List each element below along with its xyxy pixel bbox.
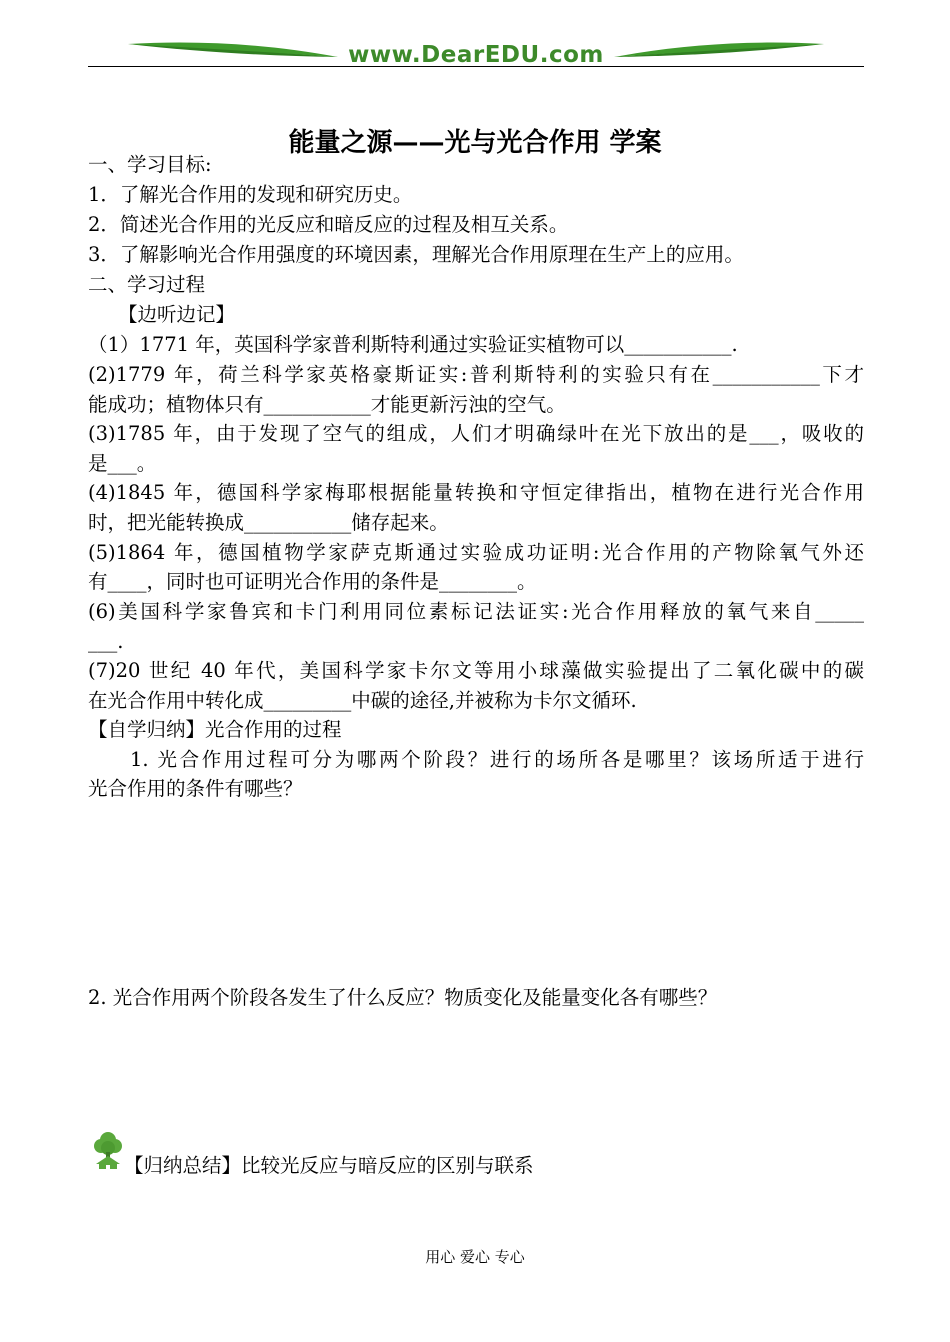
- fill-blank-line: 时，把光能转换成___________储存起来。: [88, 511, 449, 534]
- page-title: 能量之源——光与光合作用 学案: [288, 128, 662, 158]
- fill-blank-line: (6)美国科学家鲁宾和卡门利用同位素标记法证实:光合作用释放的氧气来自_____: [88, 600, 864, 623]
- self-study-heading: 【自学归纳】光合作用的过程: [88, 718, 342, 741]
- fill-blank-line: 能成功；植物体只有___________才能更新污浊的空气。: [88, 393, 566, 416]
- fill-blank-line: 在光合作用中转化成_________中碳的途径,并被称为卡尔文循环.: [88, 689, 637, 712]
- question-1-continued: 光合作用的条件有哪些？: [88, 777, 303, 800]
- summary-heading: 【归纳总结】比较光反应与暗反应的区别与联系: [124, 1154, 534, 1177]
- fill-blank-line: (5)1864 年，德国植物学家萨克斯通过实验成功证明:光合作用的产物除氧气外还: [88, 541, 864, 564]
- fill-blank-line: 有____，同时也可证明光合作用的条件是________。: [88, 570, 537, 593]
- fill-blank-line: (2)1779 年，荷兰科学家英格豪斯证实:普利斯特利的实验只有在___________下才: [88, 363, 864, 386]
- process-heading: 二、学习过程: [88, 273, 206, 296]
- fill-blank-line: （1）1771 年，英国科学家普利斯特利通过实验证实植物可以___________.: [88, 333, 738, 356]
- objective-item: 2．简述光合作用的光反应和暗反应的过程及相互关系。: [88, 213, 569, 236]
- objectives-heading: 一、学习目标:: [88, 153, 212, 176]
- page-footer: 用心 爱心 专心: [425, 1248, 525, 1266]
- fill-blank-line: (7)20 世纪 40 年代，美国科学家卡尔文等用小球藻做实验提出了二氧化碳中的碳: [88, 659, 864, 682]
- question-2: 2. 光合作用两个阶段各发生了什么反应？物质变化及能量变化各有哪些？: [88, 986, 718, 1009]
- objective-item: 3．了解影响光合作用强度的环境因素，理解光合作用原理在生产上的应用。: [88, 243, 744, 266]
- fill-blank-line: 是___。: [88, 452, 157, 475]
- fill-blank-line: (4)1845 年，德国科学家梅耶根据能量转换和守恒定律指出，植物在进行光合作用: [88, 481, 864, 504]
- tree-house-icon: [92, 1130, 124, 1170]
- header-divider: [88, 66, 864, 67]
- question-1: 1. 光合作用过程可分为哪两个阶段？进行的场所各是哪里？该场所适于进行: [130, 748, 864, 771]
- fill-blank-line: ___.: [88, 630, 124, 653]
- fill-blank-line: (3)1785 年，由于发现了空气的组成，人们才明确绿叶在光下放出的是___，吸收的: [88, 422, 864, 445]
- site-header: [88, 30, 864, 70]
- listen-note-heading: 【边听边记】: [118, 303, 236, 326]
- site-brand: www.DearEDU.com: [348, 42, 604, 68]
- objective-item: 1．了解光合作用的发现和研究历史。: [88, 183, 413, 206]
